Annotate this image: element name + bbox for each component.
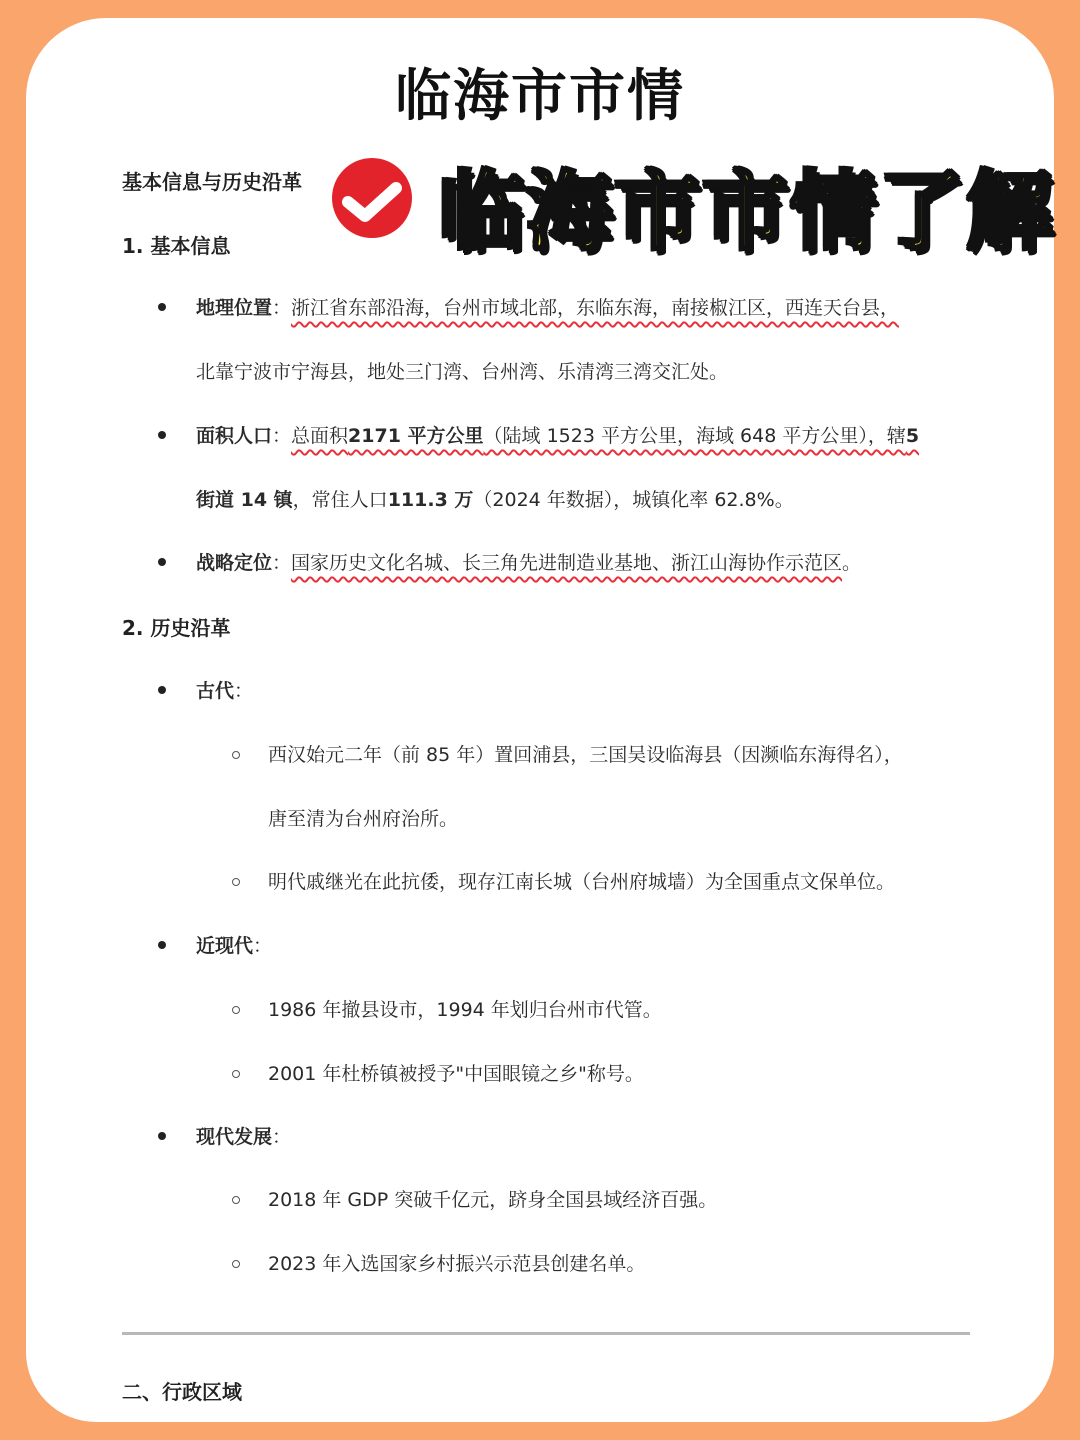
modern-sep: ： (253, 935, 273, 957)
section-title-admin: 二、行政区域 (122, 1380, 242, 1404)
strategy-label: 战略定位 (196, 552, 273, 574)
area-pop-value: 111.3 万 (387, 489, 474, 511)
development-item-2: 2023 年入选国家乡村振兴示范县创建名单。 (268, 1253, 646, 1275)
modern-item-1: 1986 年撤县设市，1994 年划归台州市代管。 (268, 999, 662, 1021)
strategy-sep: ： (272, 552, 292, 574)
development-label: 现代发展 (196, 1126, 273, 1148)
modern-item-2: 2001 年杜桥镇被授予"中国眼镜之乡"称号。 (268, 1063, 644, 1085)
bullet-dot (158, 303, 166, 311)
geo-text-2: 北靠宁波市宁海县，地处三门湾、台州湾、乐清湾三湾交汇处。 (196, 361, 729, 383)
area-underlined (291, 425, 919, 447)
geo-label: 地理位置 (196, 297, 273, 319)
area-pop-label: ，常住人口 (292, 489, 388, 511)
circle-bullet (232, 751, 240, 759)
area-line-1 (196, 421, 919, 448)
geo-line-1 (196, 293, 899, 320)
page-title: 临海市市情 (395, 64, 685, 129)
development-heading (196, 1122, 291, 1149)
bullet-dot (158, 558, 166, 566)
ancient-sep: ： (234, 680, 254, 702)
strategy-text: 国家历史文化名城、长三角先进制造业基地、浙江山海协作示范区 (291, 552, 843, 574)
circle-bullet (232, 1260, 240, 1268)
circle-bullet (232, 1196, 240, 1204)
divider (122, 1332, 970, 1335)
circle-bullet (232, 878, 240, 886)
area-breakdown: （陆域 1523 平方公里，海域 648 平方公里），辖 (483, 425, 906, 447)
heading-history: 2. 历史沿革 (122, 616, 231, 640)
modern-label: 近现代 (196, 935, 254, 957)
geo-text-1: 浙江省东部沿海，台州市域北部，东临东海，南接椒江区，西连天台县， (291, 297, 900, 319)
area-total-value: 2171 平方公里 (348, 425, 484, 447)
modern-heading (196, 931, 272, 958)
area-total-label: 总面积 (291, 425, 349, 447)
bullet-dot (158, 1132, 166, 1140)
check-circle-icon (332, 158, 412, 238)
circle-bullet (232, 1070, 240, 1078)
bullet-dot (158, 941, 166, 949)
area-sep: ： (272, 425, 292, 447)
development-sep: ： (272, 1126, 292, 1148)
area-label: 面积人口 (196, 425, 273, 447)
ancient-heading (196, 676, 253, 703)
area-line-2 (196, 485, 794, 512)
ancient-item-1-line-1: 西汉始元二年（前 85 年）置回浦县，三国吴设临海县（因濒临东海得名）， (268, 744, 903, 766)
ancient-item-1-line-2: 唐至清为台州府治所。 (268, 808, 459, 830)
geo-sep: ： (272, 297, 292, 319)
circle-bullet (232, 1006, 240, 1014)
strategy-line (196, 548, 861, 575)
bullet-dot (158, 686, 166, 694)
heading-basic-info: 1. 基本信息 (122, 234, 231, 258)
ancient-item-2: 明代戚继光在此抗倭，现存江南长城（台州府城墙）为全国重点文保单位。 (268, 871, 896, 893)
area-count: 5 (905, 425, 920, 447)
ancient-label: 古代 (196, 680, 235, 702)
strategy-end: 。 (842, 552, 862, 574)
bullet-dot (158, 431, 166, 439)
area-pop-note: （2024 年数据），城镇化率 62.8%。 (473, 489, 794, 511)
development-item-1: 2018 年 GDP 突破千亿元，跻身全国县域经济百强。 (268, 1189, 718, 1211)
banner-heading: 临海市市情了解 (438, 162, 1054, 262)
section-title-basic-history: 基本信息与历史沿革 (122, 170, 302, 194)
area-towns: 街道 14 镇 (196, 489, 293, 511)
